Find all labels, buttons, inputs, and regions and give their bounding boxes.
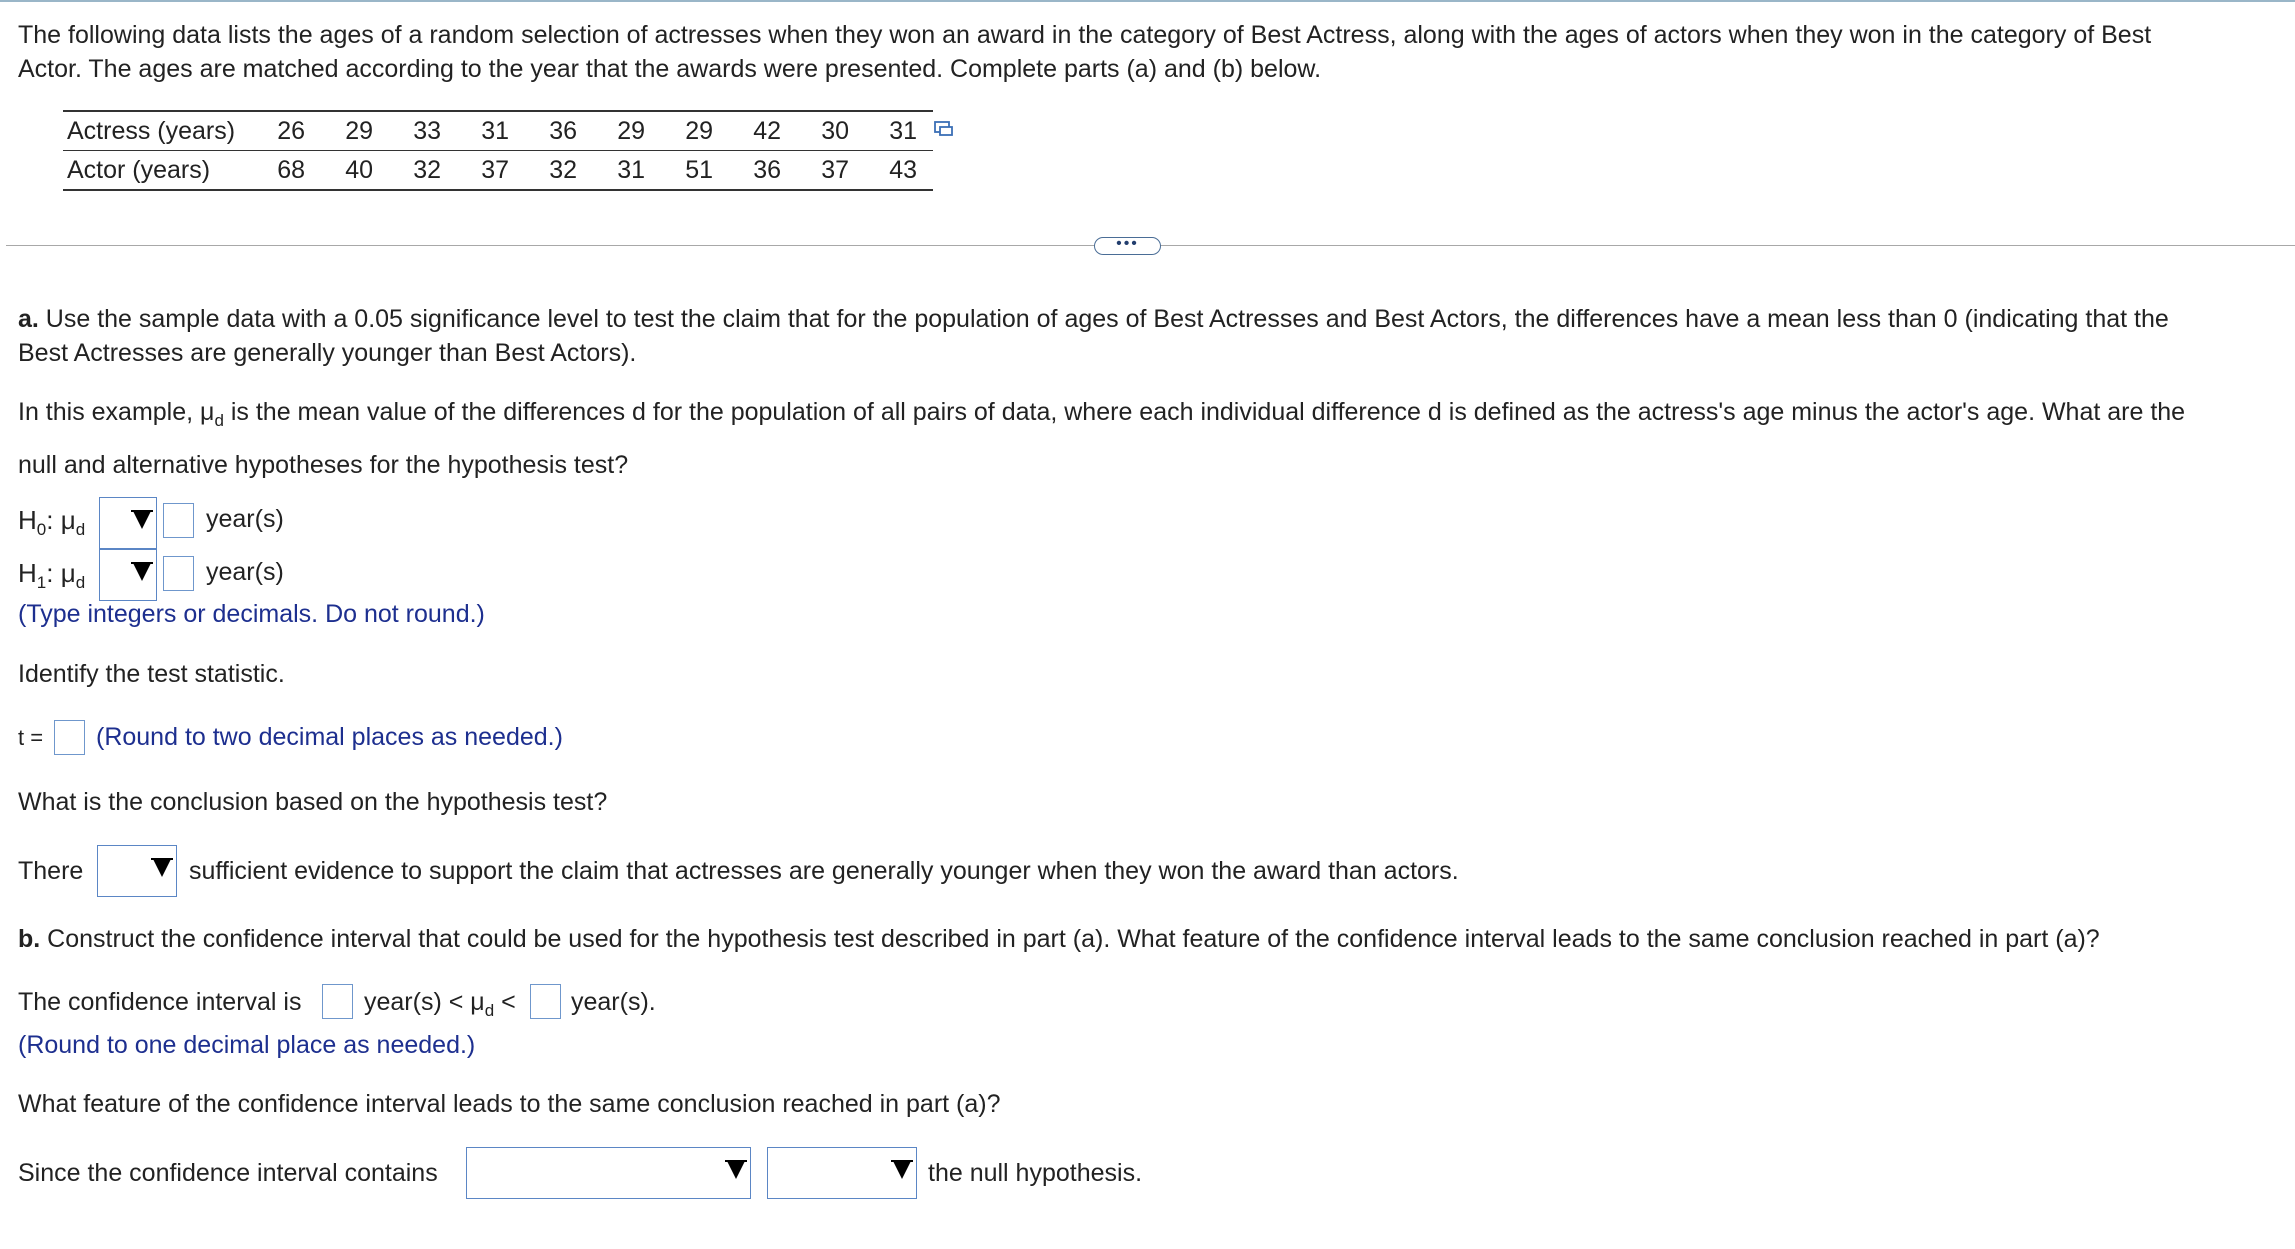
h1-mu-sub: d <box>75 573 86 592</box>
table-cell: 36 <box>509 111 577 151</box>
table-cell: 29 <box>577 111 645 151</box>
table-cell: 37 <box>441 151 509 191</box>
decision-dropdown[interactable] <box>767 1147 917 1199</box>
h0-label <box>18 505 85 540</box>
h0-h: H <box>18 505 37 535</box>
ci-hint: (Round to one decimal place as needed.) <box>18 1031 476 1059</box>
table-cell: 43 <box>849 151 933 191</box>
feature-question: What feature of the confidence interval leads to the same conclusion reached in part (a)? <box>18 1090 1001 1118</box>
t-hint: (Round to two decimal places as needed.) <box>96 723 563 751</box>
problem-statement <box>18 18 2151 86</box>
expand-more-button[interactable]: ••• <box>1094 237 1161 255</box>
h1-h: H <box>18 558 37 588</box>
table-cell: 29 <box>645 111 713 151</box>
h0-operator-dropdown[interactable] <box>99 497 157 549</box>
table-row-actress <box>63 111 933 151</box>
part-a-question <box>18 302 2169 370</box>
chevron-down-icon <box>153 859 171 877</box>
table-cell: 31 <box>577 151 645 191</box>
example-pre: In this example, μ <box>18 398 215 426</box>
row-label: Actor (years) <box>63 151 265 191</box>
null-tail: the null hypothesis. <box>928 1159 1143 1187</box>
since-label: Since the confidence interval contains <box>18 1159 438 1187</box>
ci-mid-text: year(s) < μ <box>364 988 485 1016</box>
conclusion-tail: sufficient evidence to support the claim that actresses are generally younger when they won the award than actors. <box>189 857 1459 885</box>
table-cell: 29 <box>305 111 373 151</box>
h0-mu-sub: d <box>75 520 86 539</box>
table-cell: 42 <box>713 111 781 151</box>
part-a-text-1: Use the sample data with a 0.05 significance level to test the claim that for the population of ages of Best Actresses and Best Actors, the differences have a mean less than 0 (indicating that the <box>38 305 2169 333</box>
t-label: t = <box>18 725 44 750</box>
h0-mu: : μ <box>46 505 76 535</box>
ci-mid-sub: d <box>484 1001 495 1020</box>
h0-sub: 0 <box>36 520 47 539</box>
ci-lower-input[interactable] <box>322 984 353 1019</box>
part-a-text-2: Best Actresses are generally younger than Best Actors). <box>18 339 637 367</box>
h1-operator-dropdown[interactable] <box>99 549 157 601</box>
conclusion-question: What is the conclusion based on the hypothesis test? <box>18 788 608 816</box>
conclusion-dropdown[interactable] <box>97 845 177 897</box>
h1-label <box>18 558 85 593</box>
contains-dropdown[interactable] <box>466 1147 751 1199</box>
table-cell: 31 <box>441 111 509 151</box>
table-cell: 33 <box>373 111 441 151</box>
table-cell: 32 <box>373 151 441 191</box>
h0-value-input[interactable] <box>163 503 194 538</box>
table-cell: 37 <box>781 151 849 191</box>
example-text <box>18 390 2185 487</box>
part-b-text: Construct the confidence interval that could be used for the hypothesis test described in part (a). What feature of the confidence interval leads to the same conclusion reached in part (a)? <box>40 925 2100 953</box>
chevron-down-icon <box>727 1161 745 1179</box>
table-cell: 51 <box>645 151 713 191</box>
identify-stat-prompt: Identify the test statistic. <box>18 660 285 688</box>
h1-mu: : μ <box>46 558 76 588</box>
table-cell: 40 <box>305 151 373 191</box>
ci-mid <box>364 988 516 1021</box>
part-b-question <box>18 925 2100 954</box>
ci-lt: < <box>494 988 516 1016</box>
table-cell: 32 <box>509 151 577 191</box>
there-label: There <box>18 857 84 885</box>
ci-post: year(s). <box>571 988 656 1016</box>
copy-icon[interactable] <box>934 121 954 137</box>
chevron-down-icon <box>133 563 151 581</box>
hint-hypotheses: (Type integers or decimals. Do not round.) <box>18 600 485 628</box>
chevron-down-icon <box>893 1161 911 1179</box>
data-table <box>63 110 933 191</box>
h0-unit: year(s) <box>206 505 284 533</box>
row-label: Actress (years) <box>63 111 265 151</box>
ci-pre: The confidence interval is <box>18 988 302 1016</box>
chevron-down-icon <box>133 511 151 529</box>
h1-value-input[interactable] <box>163 556 194 591</box>
table-cell: 68 <box>265 151 305 191</box>
table-cell: 36 <box>713 151 781 191</box>
top-rule <box>0 0 2295 2</box>
intro-line-1: The following data lists the ages of a random selection of actresses when they won an award in the category of Best Actress, along with the ages of actors when they won in the category of Best <box>18 21 2152 49</box>
table-cell: 30 <box>781 111 849 151</box>
ci-upper-input[interactable] <box>530 984 561 1019</box>
part-b-bold: b. <box>18 925 41 953</box>
intro-line-2: Actor. The ages are matched according to the year that the awards were presented. Complete parts (a) and (b) below. <box>18 55 1322 83</box>
table-row-actor <box>63 151 933 191</box>
h1-sub: 1 <box>36 573 47 592</box>
table-cell: 31 <box>849 111 933 151</box>
h1-unit: year(s) <box>206 558 284 586</box>
table-cell: 26 <box>265 111 305 151</box>
example-sub: d <box>214 411 224 430</box>
part-a-bold: a. <box>18 305 39 333</box>
example-post: is the mean value of the differences d for the population of all pairs of data, where each individual difference d is defined as the actress's age minus the actor's age. What are the <box>223 398 2186 426</box>
example-line-2: null and alternative hypotheses for the hypothesis test? <box>18 451 629 479</box>
t-statistic-input[interactable] <box>54 720 85 755</box>
